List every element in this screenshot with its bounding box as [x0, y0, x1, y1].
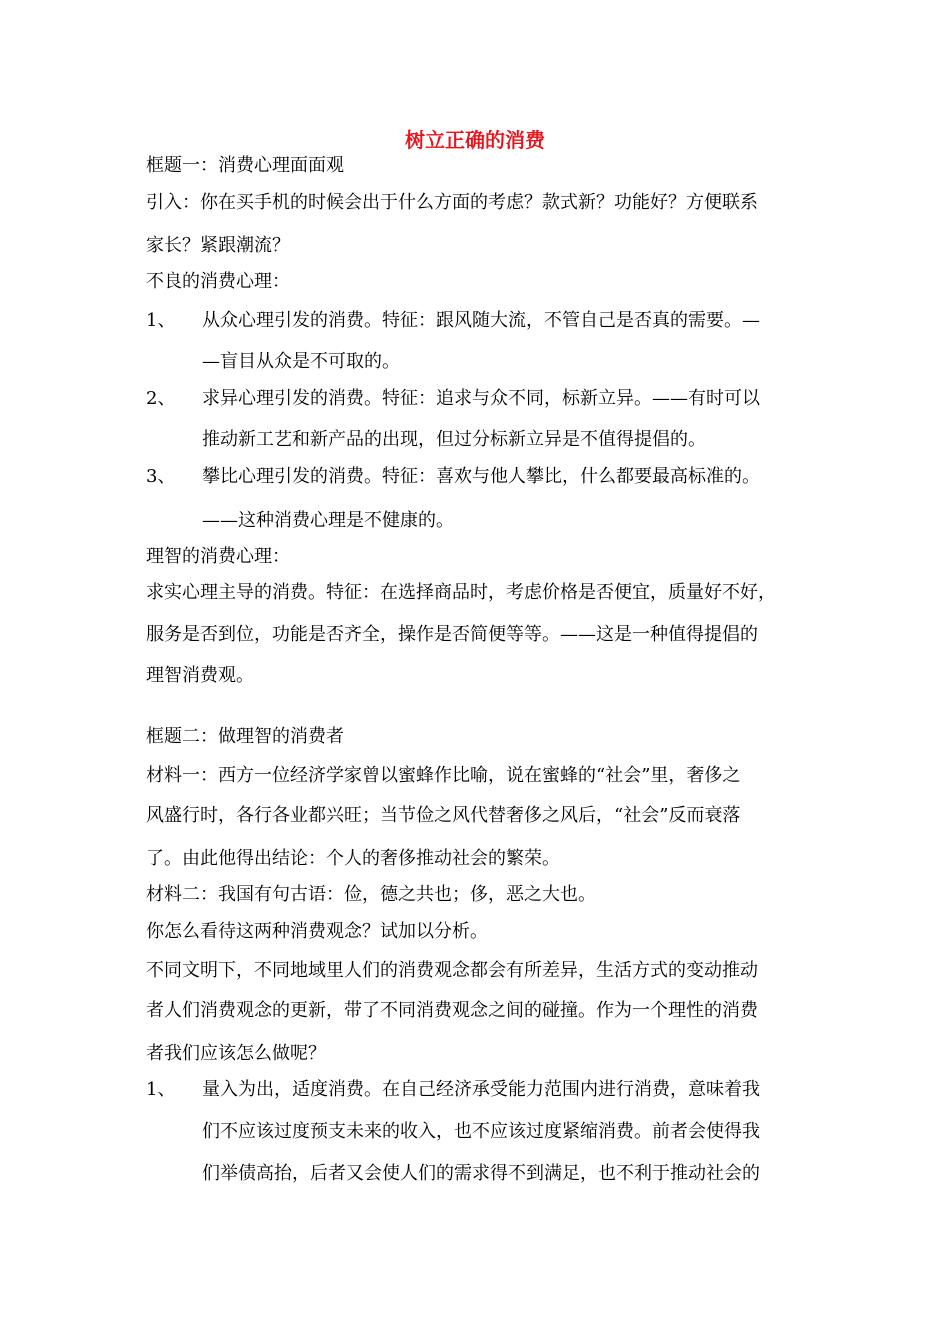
bad-item-2-num: 2、: [146, 388, 176, 409]
bad-item-3-num: 3、: [146, 466, 176, 487]
item1-num: 1、: [146, 1079, 176, 1100]
bad-item-3-line-1: 攀比心理引发的消费。特征：喜欢与他人攀比，什么都要最高标准的。: [202, 466, 760, 487]
bad-item-1-num: 1、: [146, 310, 176, 331]
question: 你怎么看待这两种消费观念？试加以分析。: [146, 921, 488, 942]
material1-line-3: 了。由此他得出结论：个人的奢侈推动社会的繁荣。: [146, 848, 560, 869]
good-line-3: 理智消费观。: [146, 665, 254, 686]
intro-line-2: 家长？紧跟潮流？: [146, 235, 290, 256]
bad-item-2-line-2: 推动新工艺和新产品的出现，但过分标新立异是不值得提倡的。: [202, 429, 706, 450]
section1-heading: 框题一：消费心理面面观: [146, 155, 344, 176]
material2: 材料二：我国有句古语：俭，德之共也；侈，恶之大也。: [146, 884, 596, 905]
intro-line-1: 引入：你在买手机的时候会出于什么方面的考虑？款式新？功能好？方便联系: [146, 192, 758, 213]
para-line-2: 者人们消费观念的更新，带了不同消费观念之间的碰撞。作为一个理性的消费: [146, 1000, 758, 1021]
bad-item-3-line-2: ——这种消费心理是不健康的。: [202, 510, 454, 531]
para-line-3: 者我们应该怎么做呢？: [146, 1043, 326, 1064]
item1-line-2: 们不应该过度预支未来的收入，也不应该过度紧缩消费。前者会使得我: [202, 1121, 760, 1142]
material1-line-1: 材料一：西方一位经济学家曾以蜜蜂作比喻，说在蜜蜂的“社会”里，奢侈之: [146, 765, 741, 786]
document-title: 树立正确的消费: [405, 128, 545, 152]
bad-item-2-line-1: 求异心理引发的消费。特征：追求与众不同，标新立异。——有时可以: [202, 388, 760, 409]
good-line-1: 求实心理主导的消费。特征：在选择商品时，考虑价格是否便宜，质量好不好，: [146, 582, 776, 603]
good-heading: 理智的消费心理：: [146, 546, 290, 567]
item1-line-3: 们举债高抬，后者又会使人们的需求得不到满足，也不利于推动社会的: [202, 1163, 760, 1184]
item1-line-1: 量入为出，适度消费。在自己经济承受能力范围内进行消费，意味着我: [202, 1079, 760, 1100]
bad-item-1-line-2: —盲目从众是不可取的。: [202, 351, 400, 372]
material1-line-2: 风盛行时，各行各业都兴旺；当节俭之风代替奢侈之风后，“社会”反而衰落: [146, 805, 741, 826]
bad-item-1-line-1: 从众心理引发的消费。特征：跟风随大流，不管自己是否真的需要。—: [202, 310, 760, 331]
good-line-2: 服务是否到位，功能是否齐全，操作是否简便等等。——这是一种值得提倡的: [146, 624, 758, 645]
section2-heading: 框题二：做理智的消费者: [146, 726, 344, 747]
bad-heading: 不良的消费心理：: [146, 271, 290, 292]
para-line-1: 不同文明下，不同地域里人们的消费观念都会有所差异，生活方式的变动推动: [146, 960, 758, 981]
